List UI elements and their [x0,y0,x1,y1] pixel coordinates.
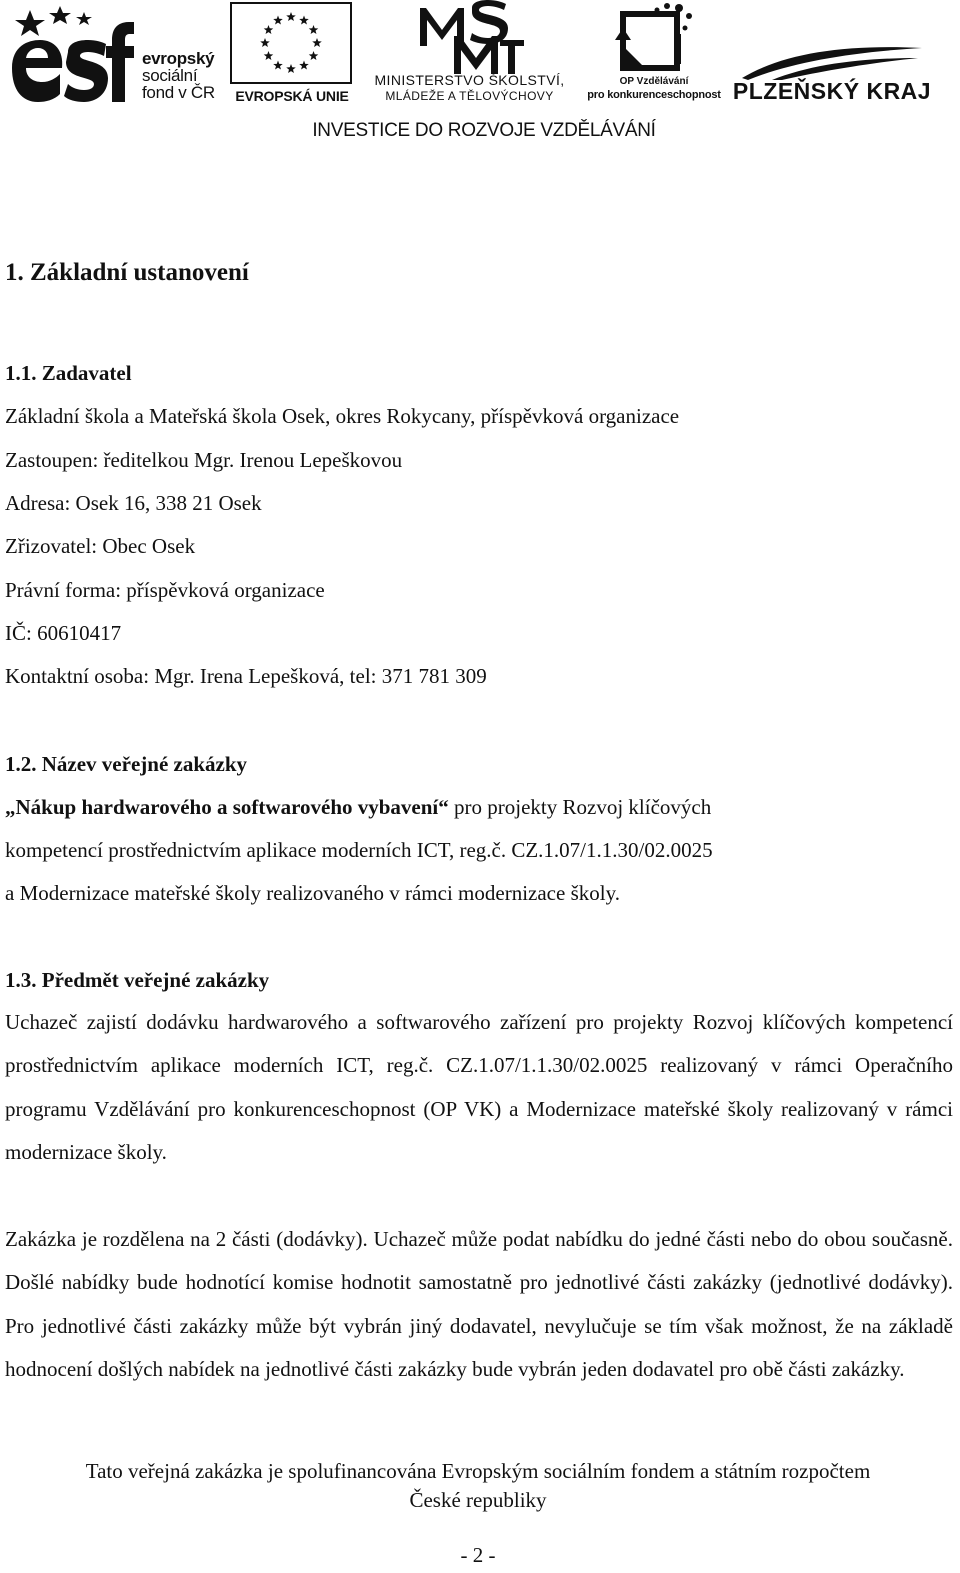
msmt-logo-line2: MLÁDEŽE A TĚLOVÝCHOVY [385,89,554,103]
eu-star-icon [299,15,309,24]
msmt-logo-line1: MINISTERSTVO ŠKOLSTVÍ, [374,72,565,88]
eu-star-icon [264,51,274,60]
eu-star-icon [264,25,274,34]
tagline: INVESTICE DO ROZVOJE VZDĚLÁVÁNÍ [312,120,656,141]
plzensky-kraj-text: PLZEŇSKÝ KRAJ [732,78,932,104]
opvk-logo-line2: pro konkurenceschopnost [587,89,721,101]
eu-logo-caption: EVROPSKÁ UNIE [235,88,349,104]
eu-star-icon [273,61,283,70]
zadavatel-line: Zastoupen: ředitelkou Mgr. Irenou Lepeškovou [5,448,403,472]
eu-star-icon [260,38,270,47]
eu-stars-icon [232,4,350,82]
esf-logo-line: evropský [142,49,215,68]
eu-logo [230,2,354,106]
section-heading: 1. Základní ustanovení [5,259,249,286]
eu-flag-icon [230,2,352,84]
predmet-paragraph: Uchazeč zajistí dodávku hardwarového a softwarového zařízení pro projekty Rozvoj klíčových kompetencí prostřednictvím aplikace moderních ICT, reg.č. CZ.1.07/1.1.30/02.0025 realizovaný v rámci Operačního programu Vzdělávání pro konkurenceschopnost (OP VK) a Modernizace mateřské školy realizovaný v rámci modernizace školy. [5,1010,953,1164]
zakazka-title-rest: pro projekty Rozvoj klíčových [448,795,712,819]
esf-logo-line: sociální [142,66,198,85]
eu-star-icon [312,38,322,47]
opvk-logo-line1: OP Vzdělávání [619,76,689,87]
eu-star-icon [286,64,296,73]
casti-paragraph: Zakázka je rozdělena na 2 části (dodávky). Uchazeč může podat nabídku do jedné části nebo do obou současně. Došlé nabídky bude hodnotící komise hodnotit samostatně pro jednotlivé části zakázky (jednotlivé dodávky). Pro jednotlivé části zakázky může být vybrán jiný dodavatel, nevylučuje se tím však možnost, že na základě hodnocení došlých nabídek na jednotlivé části zakázky bude vybrán jeden dodavatel pro obě části zakázky. [5,1227,953,1381]
zakazka-title-bold: „Nákup hardwarového a softwarového vybavení“ [5,795,449,819]
eu-star-icon [309,51,319,60]
opvk-logo [585,0,723,106]
zakazka-title-line: a Modernizace mateřské školy realizovaného v rámci modernizace školy. [5,881,620,905]
footer-note [0,1457,956,1515]
plzensky-kraj-logo [732,44,932,108]
logo-strip [0,0,960,150]
subsection-heading-predmet: 1.3. Předmět veřejné zakázky [5,968,270,992]
zakazka-title-line: kompetencí prostřednictvím aplikace moderních ICT, reg.č. CZ.1.07/1.1.30/02.0025 [5,838,713,862]
page-number: - 2 - [460,1543,496,1567]
footer-line2: České republiky [409,1488,547,1512]
esf-logo [8,6,223,106]
footer-line1: Tato veřejná zakázka je spolufinancována Evropským sociálním fondem a státním rozpočtem [85,1459,871,1483]
subsection-heading-nazev: 1.2. Název veřejné zakázky [5,752,248,776]
zadavatel-line: Základní škola a Mateřská škola Osek, okres Rokycany, příspěvková organizace [5,404,680,428]
esf-mark-icon [8,6,134,104]
msmt-logo [362,0,577,106]
zadavatel-line: Zřizovatel: Obec Osek [5,534,196,558]
eu-star-icon [299,61,309,70]
subsection-heading-zadavatel: 1.1. Zadavatel [5,361,132,385]
zadavatel-line: IČ: 60610417 [5,621,122,645]
eu-star-icon [286,12,296,21]
opvk-mark-icon [615,0,695,76]
zadavatel-line: Kontaktní osoba: Mgr. Irena Lepešková, tel: 371 781 309 [5,664,487,688]
plzensky-kraj-swoosh-icon [742,44,922,80]
eu-star-icon [309,25,319,34]
zadavatel-line: Adresa: Osek 16, 338 21 Osek [5,491,262,515]
msmt-mark-icon [414,0,524,74]
esf-logo-line: fond v ČR [142,83,215,102]
zakazka-title-line [5,794,711,820]
eu-star-icon [273,15,283,24]
zadavatel-line: Právní forma: příspěvková organizace [5,578,325,602]
